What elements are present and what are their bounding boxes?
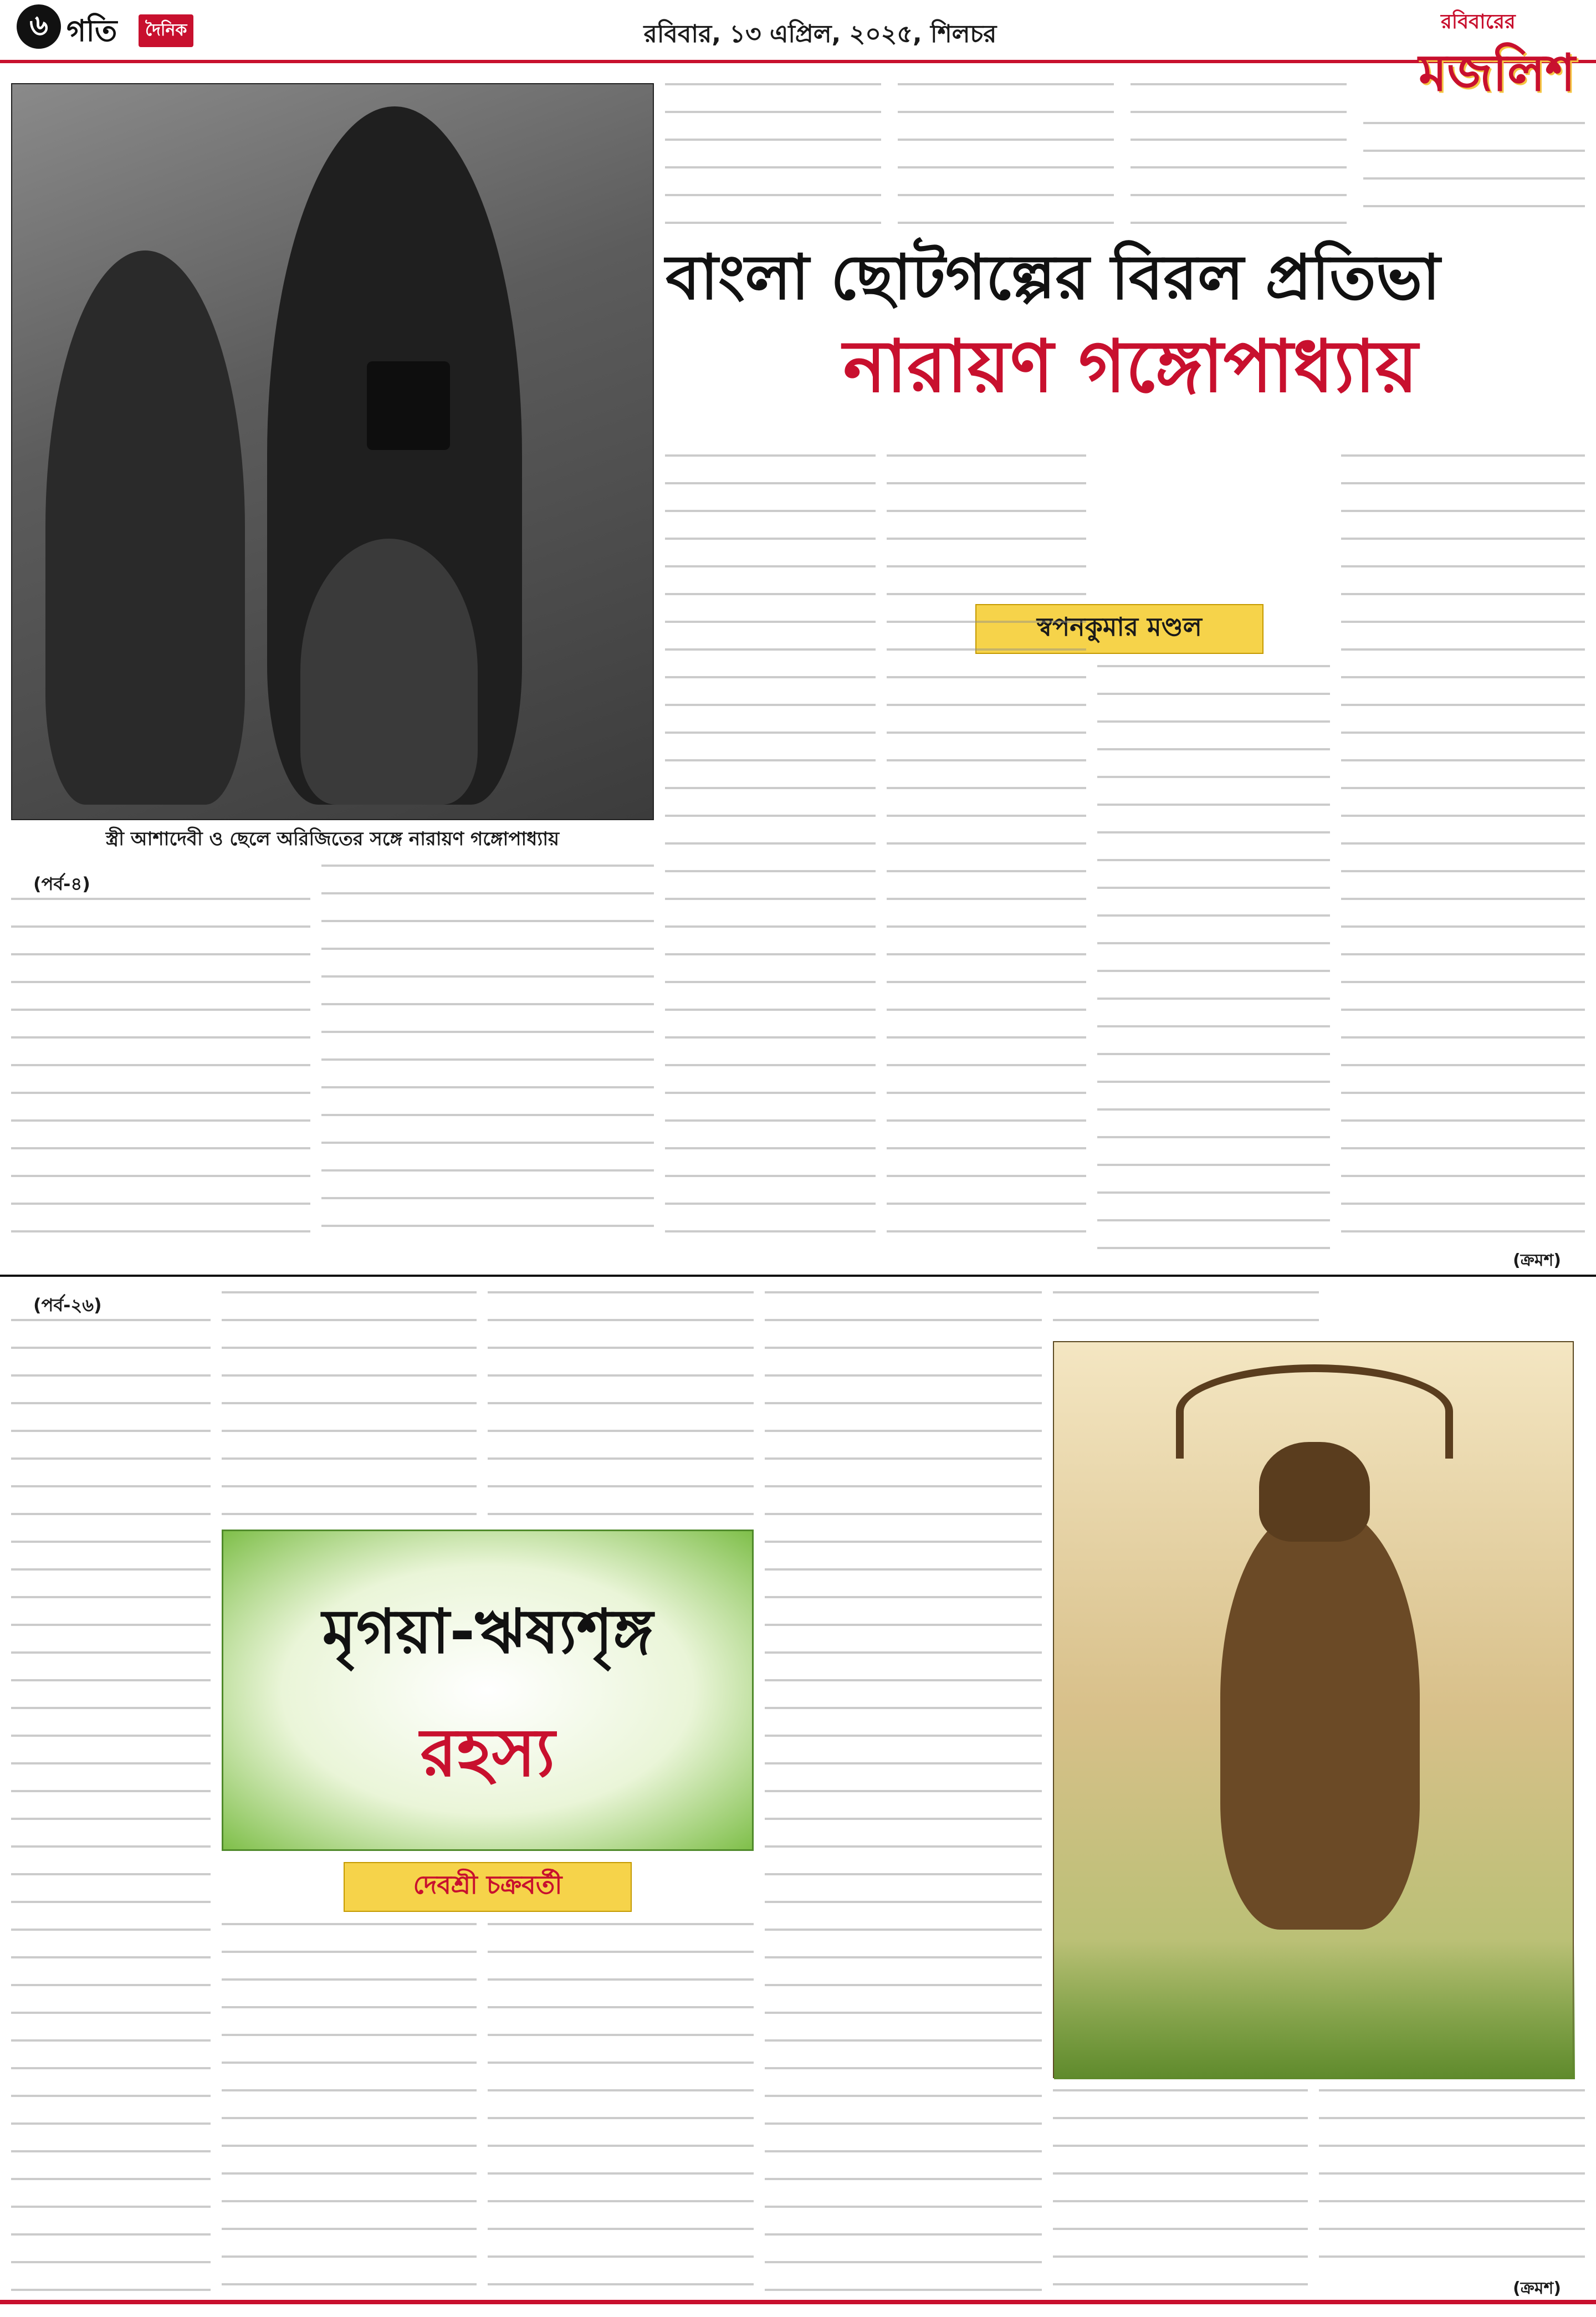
masthead-rule bbox=[0, 60, 1596, 63]
story1-column bbox=[1097, 665, 1330, 1252]
story1-column bbox=[321, 865, 654, 1252]
story1-continued: (ক্রমশ) bbox=[1513, 1251, 1561, 1270]
supplement-small-label: রবিবারের bbox=[1441, 11, 1516, 33]
story1-column bbox=[898, 83, 1114, 227]
story2-column bbox=[222, 1923, 477, 2294]
story2-byline: দেবশ্রী চক্রবর্তী bbox=[344, 1862, 632, 1912]
story2-column bbox=[1319, 2089, 1585, 2272]
section-divider bbox=[0, 1275, 1596, 1277]
story2-column bbox=[488, 1923, 754, 2294]
camera-icon bbox=[367, 361, 450, 450]
story2-column bbox=[1053, 2089, 1308, 2294]
story1-column bbox=[665, 83, 881, 227]
story1-column bbox=[1130, 83, 1347, 227]
author-family-photo bbox=[11, 83, 654, 820]
photo-figure-woman bbox=[45, 250, 245, 805]
page-bottom-rule bbox=[0, 2300, 1596, 2304]
story2-column bbox=[222, 1291, 477, 1518]
story2-title: মৃগয়া-ঋষ্যশৃঙ্গ bbox=[322, 1596, 653, 1667]
dateline: রবিবার, ১৩ এপ্রিল, ২০২৫, শিলচর bbox=[643, 20, 997, 48]
stag-creature-illustration bbox=[1053, 1341, 1574, 2078]
photo-figure-child bbox=[300, 539, 478, 805]
paper-name: গতি bbox=[66, 13, 117, 48]
antlers-icon bbox=[1176, 1364, 1453, 1459]
story1-column bbox=[887, 454, 1086, 1252]
fern-foliage bbox=[1054, 1941, 1575, 2079]
story1-column bbox=[1363, 122, 1585, 227]
story1-headline-line1: বাংলা ছোটগল্পের বিরল প্রতিভা bbox=[666, 242, 1440, 314]
page-number: ৬ bbox=[17, 4, 61, 49]
story2-continued: (ক্রমশ) bbox=[1513, 2279, 1561, 2298]
story1-column bbox=[11, 898, 310, 1252]
photo-caption: স্ত্রী আশাদেবী ও ছেলে অরিজিতের সঙ্গে নারায়ণ গঙ্গোপাধ্যায় bbox=[105, 828, 560, 850]
paper-tag: দৈনিক bbox=[139, 14, 193, 47]
story1-part-label: (পর্ব-৪) bbox=[33, 873, 90, 894]
story1-column bbox=[1341, 454, 1585, 1241]
story2-part-label: (পর্ব-২৬) bbox=[33, 1295, 102, 1316]
story1-headline-line2: নারায়ণ গঙ্গোপাধ্যায় bbox=[843, 324, 1418, 408]
story2-subtitle: রহস্য bbox=[420, 1715, 555, 1792]
story2-column bbox=[765, 1291, 1042, 2294]
story2-column bbox=[488, 1291, 754, 1518]
story2-column bbox=[1053, 1291, 1319, 1336]
story1-column bbox=[665, 454, 876, 1252]
story1-byline: স্বপনকুমার মণ্ডল bbox=[975, 604, 1264, 654]
story2-column bbox=[11, 1319, 211, 2294]
supplement-title: মজলিশ bbox=[1419, 43, 1575, 103]
masthead bbox=[0, 0, 1596, 61]
creature-body bbox=[1220, 1508, 1420, 1930]
